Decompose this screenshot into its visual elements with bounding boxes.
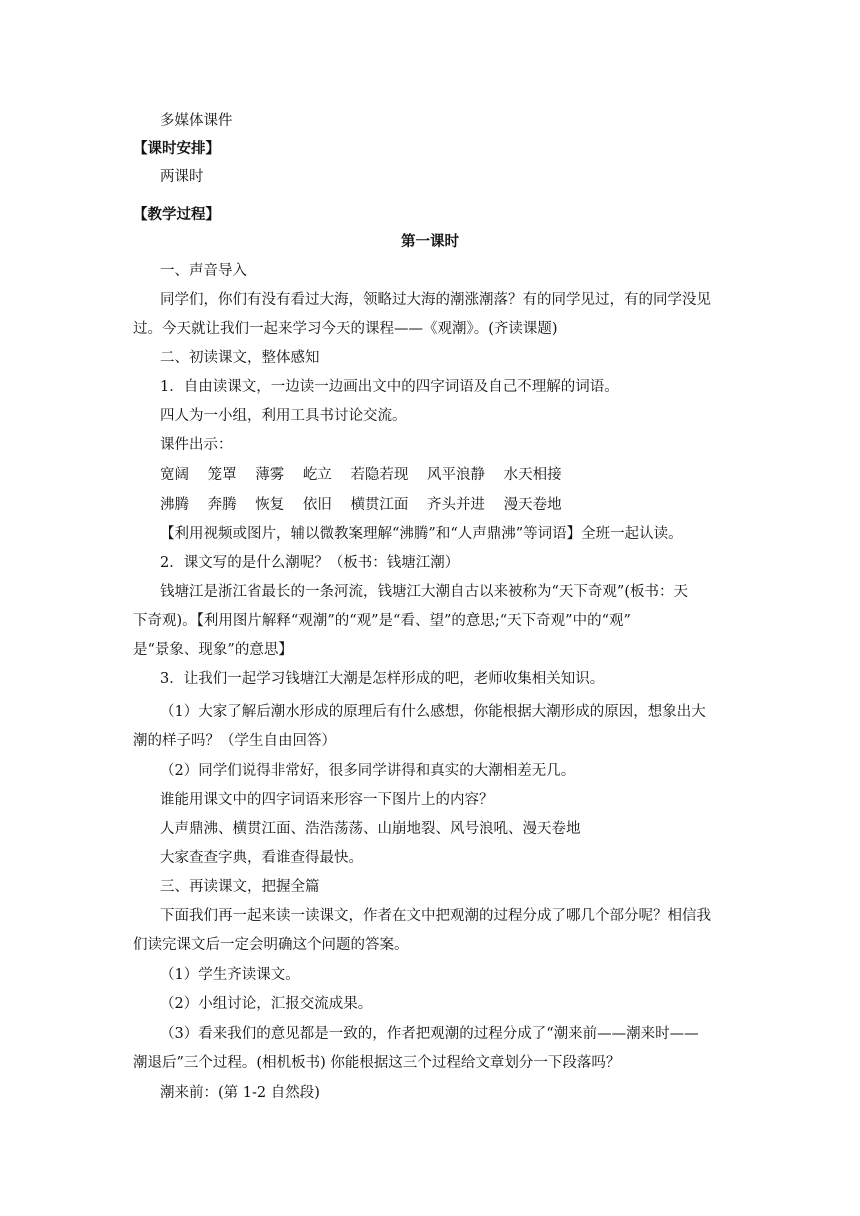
vocab-word: 恢复: [255, 497, 285, 513]
vocab-word: 风平浪静: [427, 467, 486, 483]
vocab-word: 若隐若现: [350, 467, 409, 483]
part1-title: 一、声音导入: [160, 263, 247, 279]
vocabulary-row: [160, 496, 576, 514]
vocabulary-row: [160, 466, 576, 484]
paragraph-line: （3）看来我们的意见都是一致的，作者把观潮的过程分成了“潮来前——潮来时——: [160, 1026, 699, 1042]
courseware-label: 课件出示：: [160, 437, 233, 453]
paragraph-line: 1．自由读课文，一边读一边画出文中的四字词语及自己不理解的词语。: [160, 379, 619, 395]
schedule-text: 两课时: [160, 169, 204, 185]
vocab-word: 齐头并进: [427, 497, 486, 513]
paragraph-line: 下奇观)。【利用图片解释“观潮”的“观”是“看、望”的意思;“天下奇观”中的“观”: [133, 613, 631, 629]
vocab-word: 依旧: [302, 497, 332, 513]
paragraph-line: 潮退后”三个过程。(相机板书) 你能根据这三个过程给文章划分一下段落吗？: [133, 1055, 621, 1071]
paragraph-line: 大家查查字典，看谁查得最快。: [160, 850, 363, 866]
vocab-word: 水天相接: [503, 467, 562, 483]
part3-title: 三、再读课文，把握全篇: [160, 879, 320, 895]
paragraph-line: 过。今天就让我们一起来学习今天的课程——《观潮》。(齐读课题): [133, 321, 558, 337]
vocab-word: 屹立: [302, 467, 332, 483]
vocab-word: 横贯江面: [350, 497, 409, 513]
materials-text: 多媒体课件: [160, 113, 233, 129]
paragraph-line: 钱塘江是浙江省最长的一条河流，钱塘江大潮自古以来被称为“天下奇观”(板书：天: [160, 584, 688, 600]
paragraph-line: （1）大家了解后潮水形成的原理后有什么感想，你能根据大潮形成的原因，想象出大: [160, 704, 706, 720]
paragraph-line: 们读完课文后一定会明确这个问题的答案。: [133, 937, 409, 953]
paragraph-line: 四人为一小组，利用工具书讨论交流。: [160, 408, 407, 424]
paragraph-line: 人声鼎沸、横贯江面、浩浩荡荡、山崩地裂、风号浪吼、漫天卷地: [160, 821, 581, 837]
lesson-title: 第一课时: [401, 234, 459, 250]
vocab-word: 笼罩: [207, 467, 237, 483]
paragraph-line: 2．课文写的是什么潮呢？（板书：钱塘江潮）: [160, 555, 460, 571]
paragraph-line: （1）学生齐读课文。: [160, 967, 300, 983]
vocab-word: 奔腾: [207, 497, 237, 513]
paragraph-line: 【利用视频或图片，辅以微教案理解“沸腾”和“人声鼎沸”等词语】全班一起认读。: [160, 526, 683, 542]
paragraph-line: 潮来前：(第 1-2 自然段): [160, 1085, 320, 1101]
section-heading-process: 【教学过程】: [133, 207, 220, 223]
vocab-word: 薄雾: [255, 467, 285, 483]
vocab-word: 漫天卷地: [503, 497, 562, 513]
paragraph-line: 同学们，你们有没有看过大海，领略过大海的潮涨潮落？有的同学见过，有的同学没见: [160, 292, 711, 308]
paragraph-line: 潮的样子吗？（学生自由回答）: [133, 733, 336, 749]
part2-title: 二、初读课文，整体感知: [160, 350, 320, 366]
vocab-word: 沸腾: [160, 497, 189, 513]
paragraph-line: 3．让我们一起学习钱塘江大潮是怎样形成的吧，老师收集相关知识。: [160, 671, 605, 687]
paragraph-line: 谁能用课文中的四字词语来形容一下图片上的内容？: [160, 792, 494, 808]
paragraph-line: （2）同学们说得非常好，很多同学讲得和真实的大潮相差无几。: [160, 763, 576, 779]
paragraph-line: 下面我们再一起来读一读课文，作者在文中把观潮的过程分成了哪几个部分呢？相信我: [160, 908, 711, 924]
vocab-word: 宽阔: [160, 467, 189, 483]
paragraph-line: （2）小组讨论，汇报交流成果。: [160, 996, 373, 1012]
section-heading-schedule: 【课时安排】: [133, 141, 220, 157]
paragraph-line: 是“景象、现象”的意思】: [133, 642, 293, 658]
